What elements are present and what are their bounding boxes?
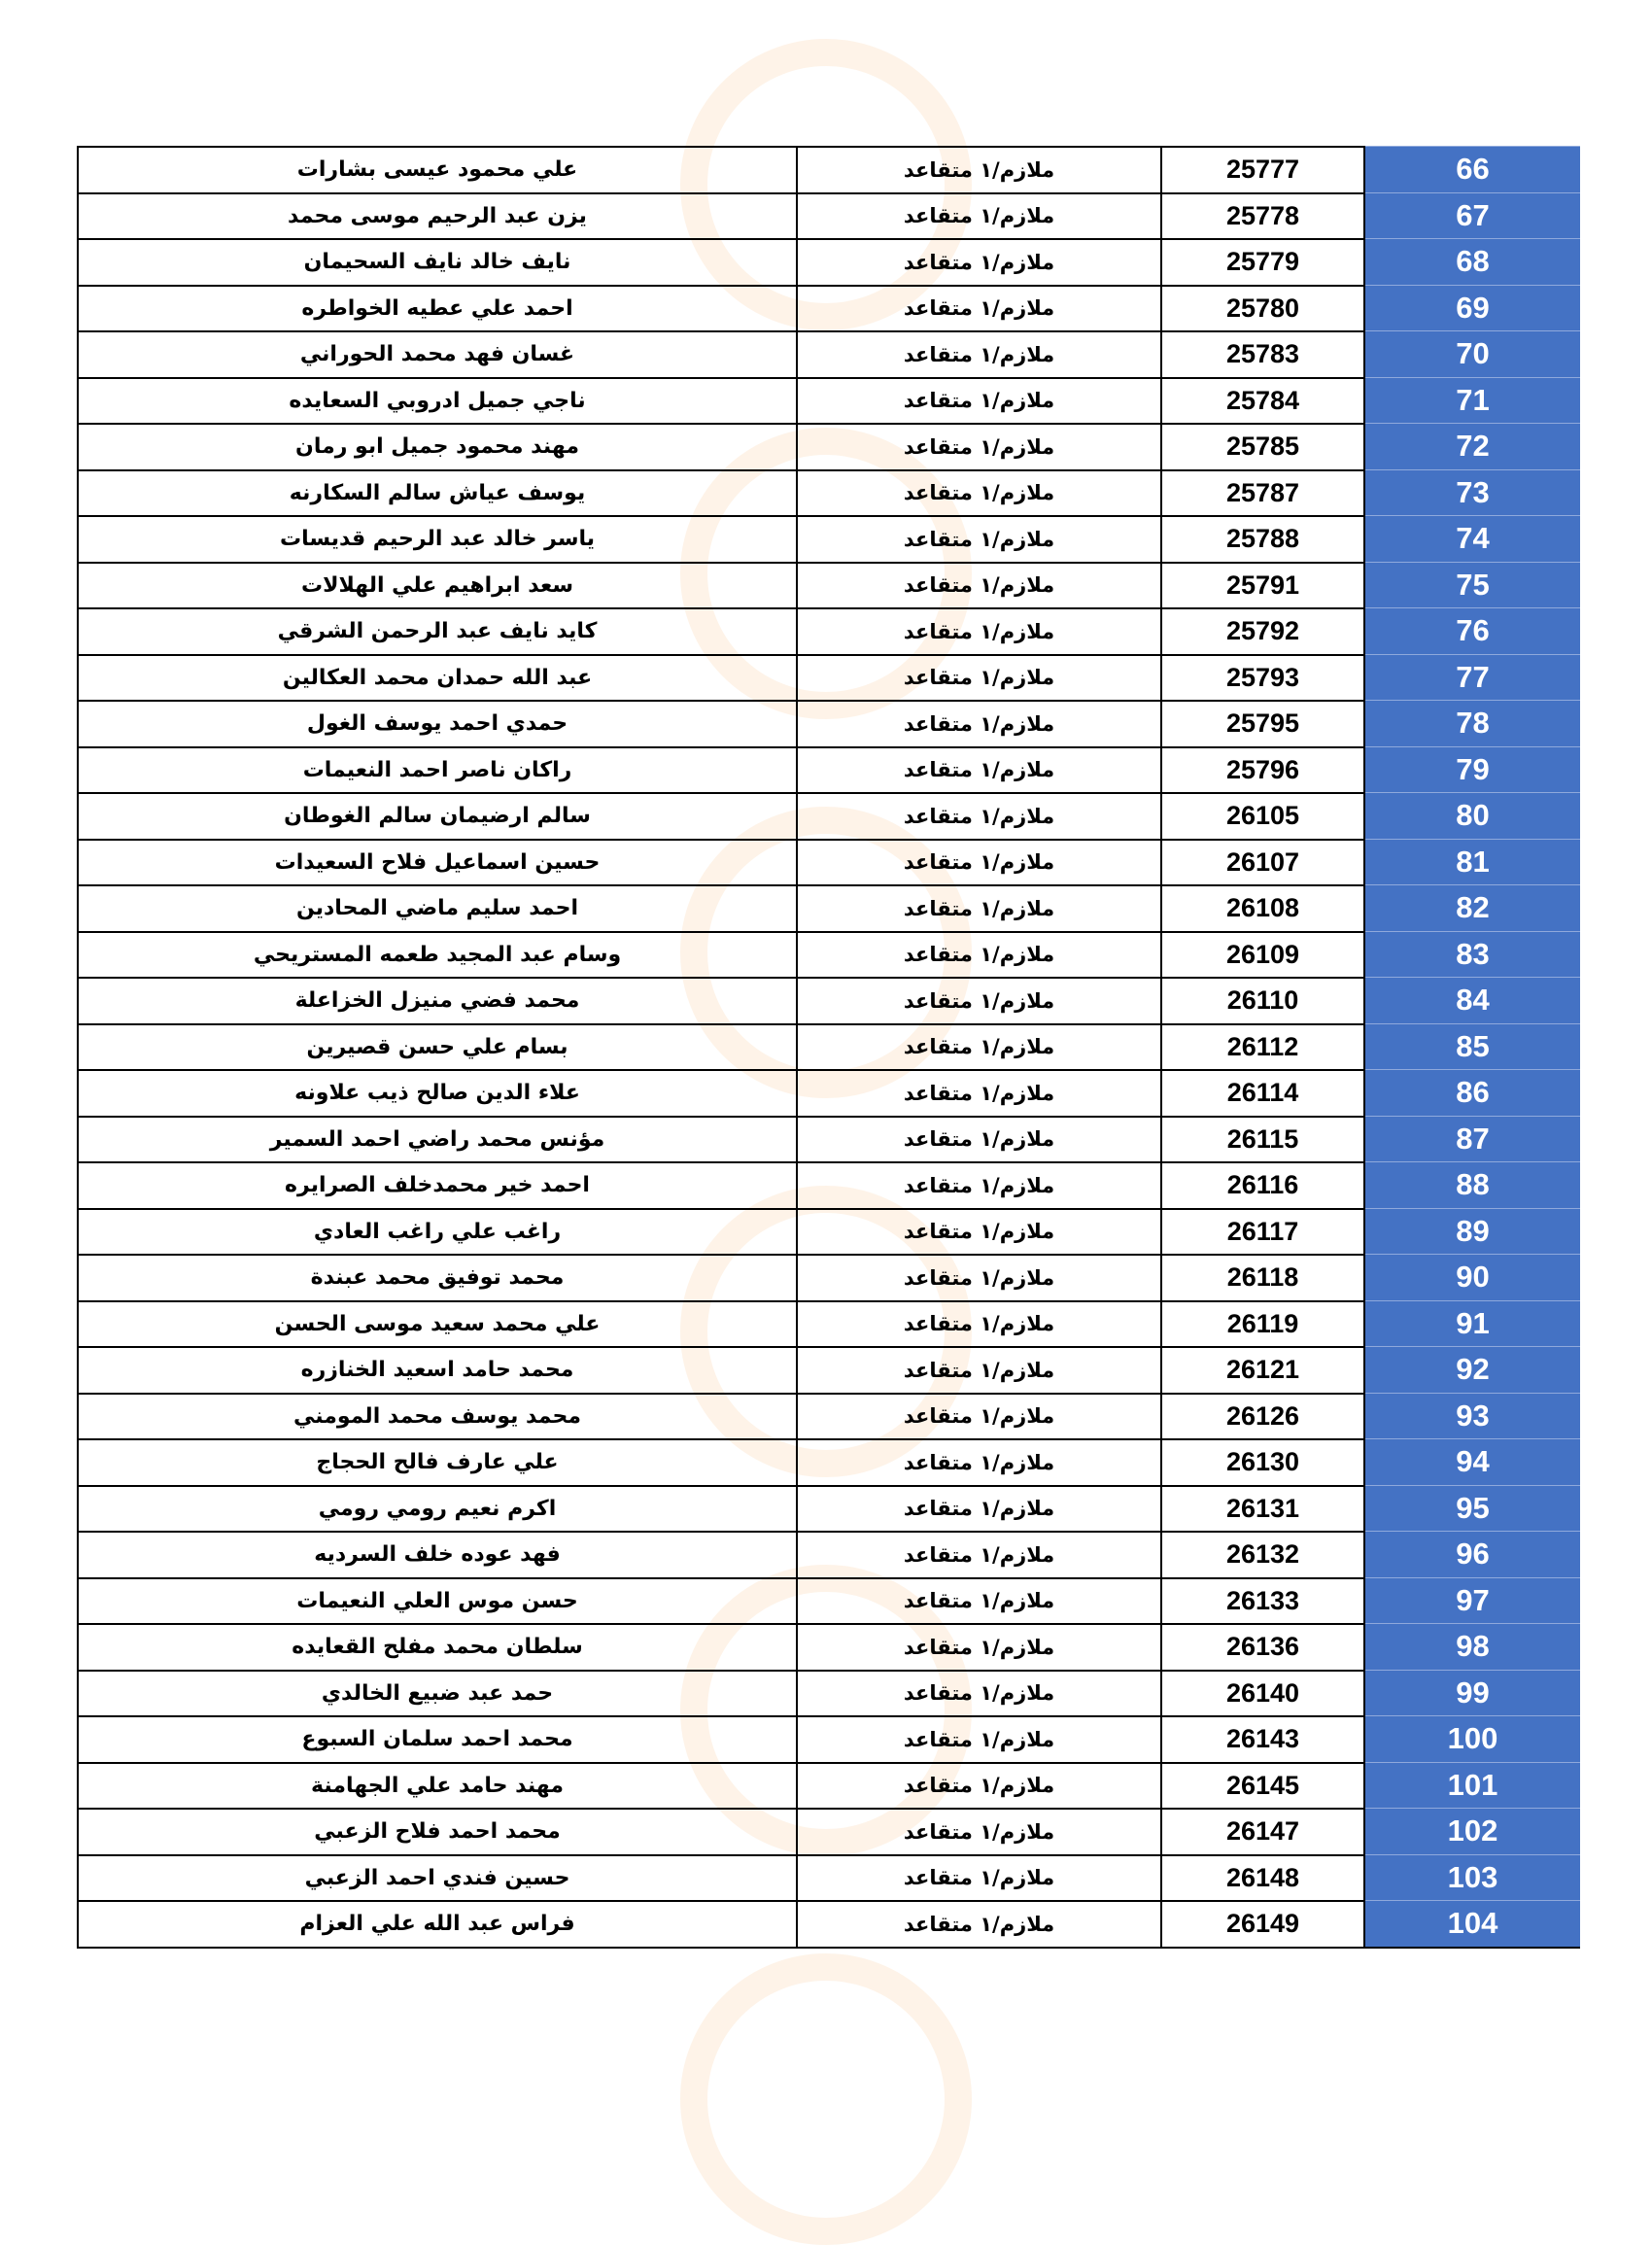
number-cell: 26145	[1162, 1764, 1365, 1809]
number-cell: 26147	[1162, 1810, 1365, 1854]
index-cell: 71	[1365, 377, 1580, 424]
rank-cell: ملازم/١ متقاعد	[798, 240, 1162, 285]
index-cell: 96	[1365, 1531, 1580, 1577]
name-cell: كايد نايف عبد الرحمن الشرقي	[79, 609, 798, 654]
number-cell: 25784	[1162, 379, 1365, 424]
watermark-clock-icon	[680, 1953, 972, 2245]
table-row	[79, 839, 1580, 885]
rank-cell: ملازم/١ متقاعد	[798, 1210, 1162, 1255]
table-row	[79, 931, 1580, 978]
rank-cell: ملازم/١ متقاعد	[798, 1348, 1162, 1393]
table-row	[79, 1854, 1580, 1901]
number-cell: 25777	[1162, 148, 1365, 192]
name-cell: محمد توفيق محمد عبندة	[79, 1256, 798, 1300]
name-cell: احمد خير محمدخلف الصرايره	[79, 1163, 798, 1208]
rank-cell: ملازم/١ متقاعد	[798, 1672, 1162, 1716]
index-cell: 73	[1365, 469, 1580, 516]
name-cell: ناجي جميل ادروبي السعايده	[79, 379, 798, 424]
table-row	[79, 423, 1580, 469]
number-cell: 26140	[1162, 1672, 1365, 1716]
index-cell: 98	[1365, 1623, 1580, 1670]
index-cell: 69	[1365, 285, 1580, 331]
table-row	[79, 1393, 1580, 1439]
number-cell: 26110	[1162, 979, 1365, 1023]
number-cell: 26108	[1162, 886, 1365, 931]
rank-cell: ملازم/١ متقاعد	[798, 609, 1162, 654]
table-row	[79, 562, 1580, 608]
name-cell: سالم ارضيمان سالم الغوطان	[79, 794, 798, 839]
name-cell: وسام عبد المجيد طعمه المستريحي	[79, 933, 798, 978]
rank-cell: ملازم/١ متقاعد	[798, 287, 1162, 331]
table-row	[79, 469, 1580, 516]
table-row	[79, 1300, 1580, 1347]
number-cell: 26143	[1162, 1717, 1365, 1762]
rank-cell: ملازم/١ متقاعد	[798, 1764, 1162, 1809]
table-row	[79, 1531, 1580, 1577]
rank-cell: ملازم/١ متقاعد	[798, 656, 1162, 701]
table-row	[79, 515, 1580, 562]
index-cell: 87	[1365, 1116, 1580, 1162]
number-cell: 26136	[1162, 1625, 1365, 1670]
index-cell: 79	[1365, 746, 1580, 793]
table-row	[79, 330, 1580, 377]
rank-cell: ملازم/١ متقاعد	[798, 332, 1162, 377]
rank-cell: ملازم/١ متقاعد	[798, 1579, 1162, 1624]
table-row	[79, 146, 1580, 192]
table-row	[79, 700, 1580, 746]
rank-cell: ملازم/١ متقاعد	[798, 933, 1162, 978]
table-row	[79, 192, 1580, 239]
rank-cell: ملازم/١ متقاعد	[798, 1302, 1162, 1347]
rank-cell: ملازم/١ متقاعد	[798, 1487, 1162, 1532]
number-cell: 25795	[1162, 702, 1365, 746]
table-row	[79, 607, 1580, 654]
number-cell: 26107	[1162, 841, 1365, 885]
name-cell: بسام علي حسن قصيرين	[79, 1025, 798, 1070]
number-cell: 25788	[1162, 517, 1365, 562]
name-cell: حسين اسماعيل فلاح السعيدات	[79, 841, 798, 885]
rank-cell: ملازم/١ متقاعد	[798, 1025, 1162, 1070]
name-cell: يوسف عياش سالم السكارنه	[79, 471, 798, 516]
name-cell: محمد احمد سلمان السبوع	[79, 1717, 798, 1762]
number-cell: 26132	[1162, 1533, 1365, 1577]
table-row	[79, 654, 1580, 701]
index-cell: 78	[1365, 700, 1580, 746]
index-cell: 82	[1365, 884, 1580, 931]
name-cell: احمد علي عطيه الخواطره	[79, 287, 798, 331]
index-cell: 86	[1365, 1069, 1580, 1116]
index-cell: 97	[1365, 1577, 1580, 1624]
table-row	[79, 1670, 1580, 1716]
table-row	[79, 1116, 1580, 1162]
number-cell: 26130	[1162, 1440, 1365, 1485]
officers-table	[77, 146, 1580, 1949]
table-row	[79, 1161, 1580, 1208]
index-cell: 89	[1365, 1208, 1580, 1255]
name-cell: احمد سليم ماضي المحادين	[79, 886, 798, 931]
rank-cell: ملازم/١ متقاعد	[798, 1256, 1162, 1300]
rank-cell: ملازم/١ متقاعد	[798, 471, 1162, 516]
name-cell: حمد عبد ضبيع الخالدي	[79, 1672, 798, 1716]
number-cell: 26114	[1162, 1071, 1365, 1116]
table-row	[79, 1715, 1580, 1762]
index-cell: 72	[1365, 423, 1580, 469]
name-cell: حمدي احمد يوسف الغول	[79, 702, 798, 746]
rank-cell: ملازم/١ متقاعد	[798, 1118, 1162, 1162]
table-row	[79, 238, 1580, 285]
name-cell: مؤنس محمد راضي احمد السمير	[79, 1118, 798, 1162]
table-row	[79, 377, 1580, 424]
name-cell: مهند محمود جميل ابو رمان	[79, 425, 798, 469]
number-cell: 26117	[1162, 1210, 1365, 1255]
number-cell: 25791	[1162, 564, 1365, 608]
name-cell: علاء الدين صالح ذيب علاونه	[79, 1071, 798, 1116]
index-cell: 83	[1365, 931, 1580, 978]
table-row	[79, 884, 1580, 931]
name-cell: غسان فهد محمد الحوراني	[79, 332, 798, 377]
rank-cell: ملازم/١ متقاعد	[798, 1533, 1162, 1577]
table-row	[79, 1208, 1580, 1255]
name-cell: راغب علي راغب العادي	[79, 1210, 798, 1255]
number-cell: 26121	[1162, 1348, 1365, 1393]
rank-cell: ملازم/١ متقاعد	[798, 1395, 1162, 1439]
rank-cell: ملازم/١ متقاعد	[798, 425, 1162, 469]
number-cell: 25787	[1162, 471, 1365, 516]
index-cell: 102	[1365, 1808, 1580, 1854]
index-cell: 74	[1365, 515, 1580, 562]
number-cell: 26149	[1162, 1902, 1365, 1947]
index-cell: 93	[1365, 1393, 1580, 1439]
name-cell: حسن موس العلي النعيمات	[79, 1579, 798, 1624]
index-cell: 67	[1365, 192, 1580, 239]
rank-cell: ملازم/١ متقاعد	[798, 794, 1162, 839]
rank-cell: ملازم/١ متقاعد	[798, 748, 1162, 793]
name-cell: عبد الله حمدان محمد العكالين	[79, 656, 798, 701]
table-row	[79, 1485, 1580, 1532]
table-row	[79, 1438, 1580, 1485]
name-cell: راكان ناصر احمد النعيمات	[79, 748, 798, 793]
index-cell: 77	[1365, 654, 1580, 701]
rank-cell: ملازم/١ متقاعد	[798, 1071, 1162, 1116]
rank-cell: ملازم/١ متقاعد	[798, 702, 1162, 746]
rank-cell: ملازم/١ متقاعد	[798, 1856, 1162, 1901]
name-cell: محمد يوسف محمد المومني	[79, 1395, 798, 1439]
rank-cell: ملازم/١ متقاعد	[798, 979, 1162, 1023]
number-cell: 25779	[1162, 240, 1365, 285]
index-cell: 68	[1365, 238, 1580, 285]
name-cell: مهند حامد علي الجهامنة	[79, 1764, 798, 1809]
rank-cell: ملازم/١ متقاعد	[798, 379, 1162, 424]
index-cell: 85	[1365, 1023, 1580, 1070]
table-row	[79, 1808, 1580, 1854]
number-cell: 26112	[1162, 1025, 1365, 1070]
index-cell: 101	[1365, 1762, 1580, 1809]
rank-cell: ملازم/١ متقاعد	[798, 1717, 1162, 1762]
number-cell: 25796	[1162, 748, 1365, 793]
index-cell: 76	[1365, 607, 1580, 654]
name-cell: علي محمود عيسى بشارات	[79, 148, 798, 192]
index-cell: 91	[1365, 1300, 1580, 1347]
name-cell: محمد حامد اسعيد الخنازره	[79, 1348, 798, 1393]
table-row	[79, 1577, 1580, 1624]
rank-cell: ملازم/١ متقاعد	[798, 1810, 1162, 1854]
rank-cell: ملازم/١ متقاعد	[798, 564, 1162, 608]
rank-cell: ملازم/١ متقاعد	[798, 517, 1162, 562]
index-cell: 88	[1365, 1161, 1580, 1208]
name-cell: علي محمد سعيد موسى الحسن	[79, 1302, 798, 1347]
table-row	[79, 1346, 1580, 1393]
table-row	[79, 1069, 1580, 1116]
number-cell: 26105	[1162, 794, 1365, 839]
number-cell: 25783	[1162, 332, 1365, 377]
table-row	[79, 1762, 1580, 1809]
name-cell: نايف خالد نايف السحيمان	[79, 240, 798, 285]
index-cell: 81	[1365, 839, 1580, 885]
name-cell: يزن عبد الرحيم موسى محمد	[79, 194, 798, 239]
index-cell: 92	[1365, 1346, 1580, 1393]
number-cell: 25778	[1162, 194, 1365, 239]
table-row	[79, 285, 1580, 331]
table-row	[79, 792, 1580, 839]
index-cell: 75	[1365, 562, 1580, 608]
number-cell: 26131	[1162, 1487, 1365, 1532]
index-cell: 70	[1365, 330, 1580, 377]
rank-cell: ملازم/١ متقاعد	[798, 1902, 1162, 1947]
rank-cell: ملازم/١ متقاعد	[798, 1625, 1162, 1670]
name-cell: علي عارف فالح الحجاج	[79, 1440, 798, 1485]
number-cell: 26115	[1162, 1118, 1365, 1162]
table-row	[79, 1254, 1580, 1300]
rank-cell: ملازم/١ متقاعد	[798, 148, 1162, 192]
number-cell: 26118	[1162, 1256, 1365, 1300]
number-cell: 25785	[1162, 425, 1365, 469]
index-cell: 80	[1365, 792, 1580, 839]
rank-cell: ملازم/١ متقاعد	[798, 886, 1162, 931]
name-cell: فراس عبد الله علي العزام	[79, 1902, 798, 1947]
number-cell: 26109	[1162, 933, 1365, 978]
index-cell: 99	[1365, 1670, 1580, 1716]
name-cell: ياسر خالد عبد الرحيم قديسات	[79, 517, 798, 562]
name-cell: اكرم نعيم رومي رومي	[79, 1487, 798, 1532]
number-cell: 26116	[1162, 1163, 1365, 1208]
table-row	[79, 1900, 1580, 1947]
rank-cell: ملازم/١ متقاعد	[798, 194, 1162, 239]
name-cell: محمد فضي منيزل الخزاعلة	[79, 979, 798, 1023]
number-cell: 26133	[1162, 1579, 1365, 1624]
index-cell: 66	[1365, 146, 1580, 192]
name-cell: محمد احمد فلاح الزعبي	[79, 1810, 798, 1854]
name-cell: سلطان محمد مفلح القعايده	[79, 1625, 798, 1670]
index-cell: 104	[1365, 1900, 1580, 1947]
index-cell: 84	[1365, 977, 1580, 1023]
rank-cell: ملازم/١ متقاعد	[798, 841, 1162, 885]
name-cell: فهد عوده خلف السرديه	[79, 1533, 798, 1577]
name-cell: سعد ابراهيم علي الهلالات	[79, 564, 798, 608]
number-cell: 25792	[1162, 609, 1365, 654]
number-cell: 26148	[1162, 1856, 1365, 1901]
rank-cell: ملازم/١ متقاعد	[798, 1163, 1162, 1208]
table-row	[79, 1623, 1580, 1670]
index-cell: 95	[1365, 1485, 1580, 1532]
number-cell: 26126	[1162, 1395, 1365, 1439]
number-cell: 25793	[1162, 656, 1365, 701]
index-cell: 90	[1365, 1254, 1580, 1300]
rank-cell: ملازم/١ متقاعد	[798, 1440, 1162, 1485]
index-cell: 94	[1365, 1438, 1580, 1485]
table-row	[79, 1023, 1580, 1070]
table-row	[79, 977, 1580, 1023]
index-cell: 100	[1365, 1715, 1580, 1762]
number-cell: 25780	[1162, 287, 1365, 331]
number-cell: 26119	[1162, 1302, 1365, 1347]
table-row	[79, 746, 1580, 793]
index-cell: 103	[1365, 1854, 1580, 1901]
name-cell: حسين فندي احمد الزعبي	[79, 1856, 798, 1901]
